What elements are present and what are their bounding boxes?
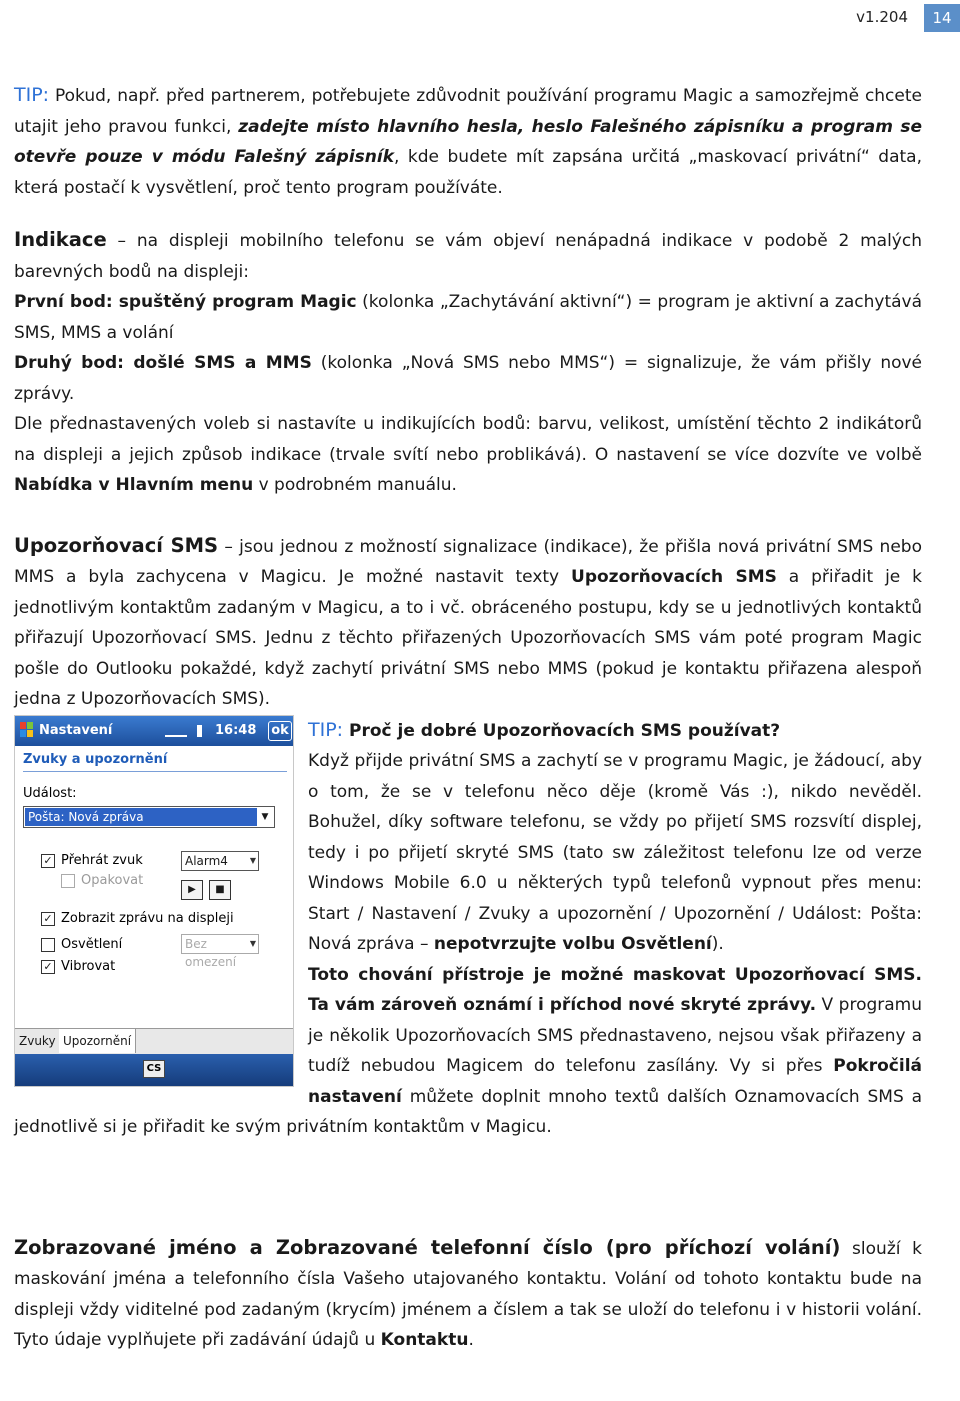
why-text-2: ). <box>711 934 724 954</box>
version-label: v1.204 <box>856 8 908 26</box>
masking-text-1: V programu je několik Upozorňovacích SMS přednastaveno, nejsou však přiřazeny a tudíž nebudou Magicem do telefonu zasílány. Vy si přes <box>308 995 923 1076</box>
upozornovaci-text-1: – jsou jednou z možností signalizace (indikace), že přišla nová privátní SMS nebo MMS a byla zachycena v Magicu. Je možné nastavit texty <box>14 536 922 587</box>
document-body <box>14 80 922 1356</box>
repeat-checkbox[interactable] <box>61 874 75 888</box>
menu-reference: Nabídka v Hlavním menu <box>14 475 254 495</box>
page-header <box>0 0 960 40</box>
show-message-label: Zobrazit zprávu na displeji <box>61 910 234 926</box>
zobrazovane-paragraph <box>14 1233 922 1356</box>
contact-reference: Kontaktu <box>380 1330 469 1350</box>
upozornovaci-bold: Upozorňovacích SMS <box>571 567 777 587</box>
light-dropdown-value: Bez omezení <box>185 936 237 969</box>
tip-question: Proč je dobré Upozorňovacích SMS používat? <box>343 720 781 741</box>
phone-title: Nastavení <box>39 722 113 738</box>
tab-sounds[interactable]: Zvuky <box>15 1029 61 1053</box>
light-dropdown[interactable] <box>181 934 259 969</box>
sound-dropdown-value: Alarm4 <box>185 853 228 868</box>
stop-button[interactable]: ■ <box>209 880 231 900</box>
dropdown-arrow-icon: ▼ <box>261 811 269 822</box>
play-sound-checkbox[interactable]: ✓ <box>41 854 55 868</box>
dropdown-arrow-icon: ▼ <box>249 855 256 865</box>
event-dropdown-value: Pošta: Nová zpráva <box>25 808 257 826</box>
masking-text-2: můžete doplnit mnoho textů dalších Oznamovacích SMS a jednotlivě si je přiřadit ke svým privátním kontaktům v Magicu. <box>14 1086 922 1137</box>
indikace-heading: Indikace <box>14 228 107 251</box>
light-checkbox[interactable] <box>41 938 55 952</box>
indikace-text: – na displeji mobilního telefonu se vám objeví nenápadná indikace v podobě 2 malých barevných bodů na displeji: <box>14 231 922 282</box>
why-bold: nepotvrzujte volbu Osvětlení <box>433 934 712 954</box>
repeat-label: Opakovat <box>81 872 144 888</box>
tip-label-2: TIP: <box>308 718 344 741</box>
speaker-icon <box>197 725 207 737</box>
upozornovaci-paragraph <box>14 531 922 715</box>
why-text-1: Když přijde privátní SMS a zachytí se v programu Magic, je žádoucí, aby o tom, že se v telefonu něco děje (kromě Vás :), nikdo nevěděl. Bohužel, díky software telefonu, se vždy po přijetí SMS rozsvítí displej, tedy i po přijetí skryté SMS (tato sw záležitost telefonu lze od verze Windows Mobile 6.0 u některých typů telefonů vypnout přes menu: Start / Nastavení / Zvuky a upozornění / Upozornění / Událost: Pošta: Nová zpráva – <box>308 751 922 954</box>
tip-text-1: Pokud, např. před partnerem, potřebujete zdůvodnit používání programu Magic a samozřejmě chcete utajit jeho pravou funkci, <box>14 86 922 137</box>
tip-bold-text: zadejte místo hlavního hesla, heslo Falešného zápisníku a program se otevře pouze v módu Falešný zápisník <box>14 116 923 167</box>
indikace-paragraph <box>14 225 922 287</box>
advanced-settings-reference: Pokročilá nastavení <box>308 1056 922 1107</box>
tip-label: TIP: <box>14 84 50 106</box>
phone-time: 16:48 <box>215 722 257 738</box>
first-dot-paragraph <box>14 287 922 348</box>
phone-screenshot <box>14 715 294 1087</box>
event-label: Událost: <box>23 785 77 801</box>
dropdown-arrow-icon: ▼ <box>249 938 256 948</box>
light-label: Osvětlení <box>61 936 123 952</box>
play-button[interactable]: ▶ <box>181 880 203 900</box>
sound-dropdown[interactable] <box>181 851 259 871</box>
first-dot-label: První bod: spuštěný program Magic <box>14 292 357 312</box>
indicator-text-2: v podrobném manuálu. <box>253 475 457 495</box>
show-message-checkbox[interactable]: ✓ <box>41 912 55 926</box>
second-dot-paragraph <box>14 348 922 409</box>
phone-tabbar <box>15 1028 294 1054</box>
keyboard-icon[interactable]: CS <box>143 1060 165 1078</box>
zobrazovane-text-1: slouží k maskování jména a telefonního čísla Vašeho utajovaného kontaktu. Volání od tohoto kontaktu bude na displeji vždy viditelné pod zadaným (krycím) jménem a číslem a tak se uloží do telefonu i v historii volání. Tyto údaje vyplňujete při zadávání údajů u <box>14 1238 922 1350</box>
second-dot-label: Druhý bod: došlé SMS a MMS <box>14 353 312 373</box>
vibrate-checkbox[interactable]: ✓ <box>41 960 55 974</box>
ok-button[interactable]: ok <box>268 721 292 741</box>
tip-text-2: , kde budete mít zapsána určitá „maskovací privátní“ data, která postačí k vysvětlení, proč tento program používáte. <box>14 147 922 198</box>
indicator-text-1: Dle přednastavených voleb si nastavíte u indikujících bodů: barvu, velikost, umístění těchto 2 indikátorů na displeji a jejich způsob indikace (trvale svítí nebo problikává). O nastavení se více dozvíte ve volbě <box>14 414 922 465</box>
indicator-settings-paragraph <box>14 409 922 501</box>
upozornovaci-text-2: a přiřadit je k jednotlivým kontaktům zadaným v Magicu, a to i vč. obráceného postupu, kdy se u jednotlivých kontaktů přiřazují Upozorňovací SMS. Jednu z těchto přiřazených Upozorňovacích SMS vám poté program Magic pošle do Outlooku pokaždé, když zachytí privátní SMS nebo MMS (pokud je kontaktu přiřazena alespoň jedna z Upozorňovacích SMS). <box>14 567 923 709</box>
phone-softkey-bar <box>15 1054 294 1087</box>
tab-notifications[interactable]: Upozornění <box>59 1029 136 1053</box>
phone-titlebar <box>15 716 294 746</box>
masking-bold: Toto chování přístroje je možné maskovat Upozorňovací SMS. Ta vám zároveň oznámí i příchod nové skryté zprávy. <box>308 964 922 1015</box>
play-sound-label: Přehrát zvuk <box>61 852 143 868</box>
signal-icon <box>165 725 187 737</box>
upozornovaci-heading: Upozorňovací SMS <box>14 533 219 557</box>
heading-divider <box>23 771 287 772</box>
zobrazovane-heading: Zobrazované jméno a Zobrazované telefonní číslo (pro příchozí volání) <box>14 1235 841 1259</box>
zobrazovane-text-2: . <box>468 1330 474 1350</box>
first-dot-text: (kolonka „Zachytávání aktivní“) = program je aktivní a zachytává SMS, MMS a volání <box>14 292 923 343</box>
second-dot-text: (kolonka „Nová SMS nebo MMS“) = signalizuje, že vám přišly nové zprávy. <box>14 353 923 404</box>
tip-paragraph <box>14 80 922 203</box>
event-dropdown[interactable] <box>23 806 275 828</box>
vibrate-label: Vibrovat <box>61 958 116 974</box>
page-number-badge: 14 <box>924 4 960 32</box>
settings-heading: Zvuky a upozornění <box>23 751 168 767</box>
windows-flag-icon <box>20 722 34 738</box>
